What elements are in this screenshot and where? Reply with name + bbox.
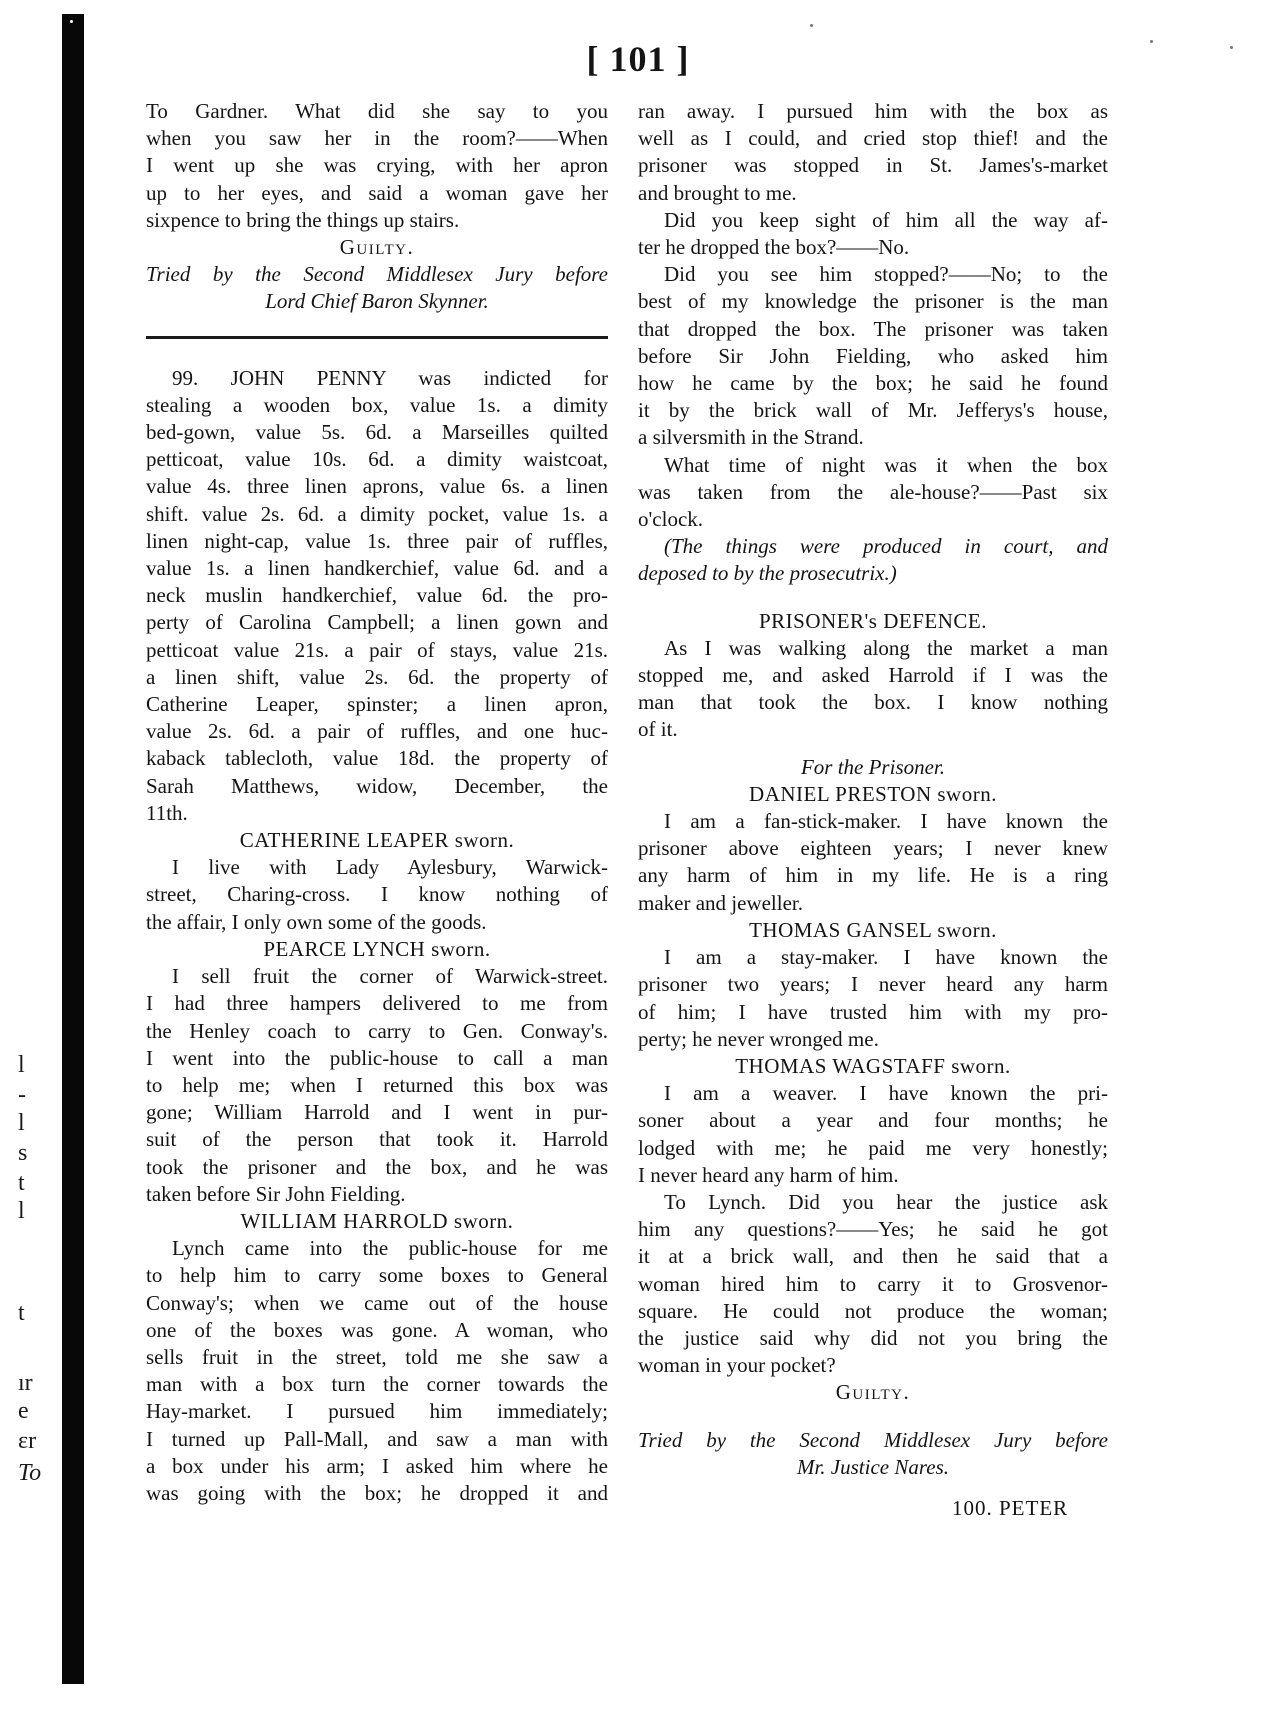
text-line: shift. value 2s. 6d. a dimity pocket, value 1s. a: [146, 501, 608, 526]
text-line: stealing a wooden box, value 1s. a dimity: [146, 392, 608, 417]
text-line: before Sir John Fielding, who asked him: [638, 343, 1108, 368]
text-line: value 4s. three linen aprons, value 6s. a linen: [146, 474, 608, 499]
text-line: bed-gown, value 5s. 6d. a Marseilles quilted: [146, 420, 608, 445]
text-line: it at a brick wall, and then he said that a: [638, 1244, 1108, 1269]
text-line: petticoat value 21s. a pair of stays, value 21s.: [146, 637, 608, 662]
text-line: him any questions?——Yes; he said he got: [638, 1217, 1108, 1242]
text-line: was taken from the ale-house?——Past six: [638, 479, 1108, 504]
text-line: lodged with me; he paid me very honestly;: [638, 1135, 1108, 1160]
text-line: deposed to by the prosecutrix.): [638, 561, 897, 586]
text-line: kaback tablecloth, value 18d. the property of: [146, 746, 608, 771]
text-line: it by the brick wall of Mr. Jefferys's house,: [638, 398, 1108, 423]
left-column: [146, 98, 608, 1507]
text-line: and brought to me.: [638, 180, 797, 205]
text-line: Hay-market. I pursued him immediately;: [146, 1399, 608, 1424]
text-line: I sell fruit the corner of Warwick-street.: [172, 964, 608, 989]
text-line: one of the boxes was gone. A woman, who: [146, 1317, 608, 1342]
text-line: man that took the box. I know nothing: [638, 690, 1108, 715]
text-line: To Lynch. Did you hear the justice ask: [664, 1189, 1108, 1214]
text-line: ter he dropped the box?——No.: [638, 235, 910, 260]
text-line: value 2s. 6d. a pair of ruffles, and one huc-: [146, 719, 608, 744]
text-line: maker and jeweller.: [638, 890, 804, 915]
margin-fragment: t: [18, 1300, 25, 1326]
margin-fragment: l: [18, 1052, 25, 1078]
text-line: I am a weaver. I have known the pri-: [664, 1081, 1108, 1106]
margin-fragment: To: [18, 1460, 42, 1486]
text-line: square. He could not produce the woman;: [638, 1298, 1108, 1323]
text-line: I had three hampers delivered to me from: [146, 991, 608, 1016]
spacer: [638, 1407, 1108, 1427]
text-line: neck muslin handkerchief, value 6d. the pro-: [146, 583, 608, 608]
text-line: I never heard any harm of him.: [638, 1162, 899, 1187]
text-line: gone; William Harrold and I went in pur-: [146, 1100, 608, 1125]
text-line: sixpence to bring the things up stairs.: [146, 207, 460, 232]
text-line: Guilty.: [339, 235, 415, 260]
text-line: I turned up Pall-Mall, and saw a man with: [146, 1426, 608, 1451]
text-line: man with a box turn the corner towards the: [146, 1372, 608, 1397]
text-line: prisoner was stopped in St. James's-market: [638, 153, 1108, 178]
text-line: best of my knowledge the prisoner is the man: [638, 289, 1108, 314]
text-line: to help him to carry some boxes to General: [146, 1263, 608, 1288]
text-line: prisoner two years; I never heard any harm: [638, 972, 1108, 997]
margin-fragment: ır: [18, 1370, 33, 1396]
page-number: [ 101 ]: [586, 39, 690, 79]
margin-fragment: ɛr: [18, 1428, 37, 1454]
text-line: took the prisoner and the box, and he was: [146, 1154, 608, 1179]
text-line: THOMAS GANSEL sworn.: [749, 917, 997, 942]
text-line: any harm of him in my life. He is a ring: [638, 863, 1108, 888]
text-line: taken before Sir John Fielding.: [146, 1181, 406, 1206]
catchword: 100. PETER: [952, 1496, 1069, 1520]
margin-fragment: s: [18, 1140, 28, 1166]
text-line: (The things were produced in court, and: [664, 534, 1108, 559]
text-line: a box under his arm; I asked him where he: [146, 1453, 608, 1478]
binding-shadow: [62, 14, 84, 1684]
text-line: WILLIAM HARROLD sworn.: [240, 1208, 514, 1233]
margin-fragment: l: [18, 1198, 25, 1224]
text-line: well as I could, and cried stop thief! and the: [638, 126, 1108, 151]
margin-fragment: -: [18, 1082, 26, 1108]
text-line: perty of Carolina Campbell; a linen gown and: [146, 610, 608, 635]
text-line: that dropped the box. The prisoner was taken: [638, 316, 1108, 341]
text-line: o'clock.: [638, 507, 704, 532]
text-line: Mr. Justice Nares.: [796, 1454, 950, 1479]
text-line: Sarah Matthews, widow, December, the: [146, 773, 608, 798]
text-line: to help me; when I returned this box was: [146, 1072, 608, 1097]
text-line: What time of night was it when the box: [664, 452, 1108, 477]
text-line: I went up she was crying, with her apron: [146, 153, 608, 178]
section-rule: [146, 336, 608, 339]
text-line: ran away. I pursued him with the box as: [638, 99, 1108, 123]
text-line: I went into the public-house to call a man: [146, 1045, 608, 1070]
margin-fragment: e: [18, 1398, 29, 1424]
text-line: linen night-cap, value 1s. three pair of ruffles,: [146, 528, 608, 553]
text-line: CATHERINE LEAPER sworn.: [239, 828, 515, 853]
text-line: woman hired him to carry it to Grosvenor-: [638, 1271, 1108, 1296]
text-line: For the Prisoner.: [800, 754, 946, 779]
margin-fragment: l: [18, 1110, 25, 1136]
text-line: Tried by the Second Middlesex Jury before: [638, 1427, 1108, 1452]
text-line: 11th.: [146, 800, 188, 825]
text-line: PEARCE LYNCH sworn.: [263, 936, 491, 961]
text-line: DANIEL PRESTON sworn.: [749, 781, 997, 806]
text-line: street, Charing-cross. I know nothing of: [146, 882, 608, 907]
text-line: up to her eyes, and said a woman gave her: [146, 180, 608, 205]
text-line: perty; he never wronged me.: [638, 1026, 879, 1051]
right-column: [638, 98, 1108, 1481]
text-line: As I was walking along the market a man: [664, 635, 1108, 660]
text-line: 99. JOHN PENNY was indicted for: [172, 365, 608, 390]
text-line: Did you keep sight of him all the way af-: [664, 207, 1108, 232]
text-line: petticoat, value 10s. 6d. a dimity waistcoat,: [146, 447, 608, 472]
text-line: Tried by the Second Middlesex Jury before: [146, 262, 608, 287]
text-line: I am a stay-maker. I have known the: [664, 945, 1108, 970]
text-line: Did you see him stopped?——No; to the: [664, 262, 1108, 287]
text-line: sells fruit in the street, told me she saw a: [146, 1344, 608, 1369]
text-line: soner about a year and four months; he: [638, 1108, 1108, 1133]
text-line: PRISONER's DEFENCE.: [759, 608, 987, 633]
text-line: THOMAS WAGSTAFF sworn.: [735, 1053, 1011, 1078]
margin-fragments: [18, 0, 48, 1715]
text-line: of it.: [638, 717, 678, 742]
text-line: value 1s. a linen handkerchief, value 6d. and a: [146, 556, 608, 581]
text-line: how he came by the box; he said he found: [638, 371, 1108, 396]
text-line: suit of the person that took it. Harrold: [146, 1127, 608, 1152]
text-line: woman in your pocket?: [638, 1353, 836, 1378]
text-line: the Henley coach to carry to Gen. Conway's.: [146, 1018, 608, 1043]
text-line: Guilty.: [835, 1380, 911, 1405]
text-line: was going with the box; he dropped it and: [146, 1480, 608, 1505]
spacer: [638, 588, 1108, 608]
text-line: I am a fan-stick-maker. I have known the: [664, 809, 1108, 834]
text-line: of him; I have trusted him with my pro-: [638, 999, 1108, 1024]
margin-fragment: t: [18, 1170, 25, 1196]
text-line: stopped me, and asked Harrold if I was the: [638, 663, 1108, 688]
text-line: a silversmith in the Strand.: [638, 425, 864, 450]
text-line: Conway's; when we came out of the house: [146, 1290, 608, 1315]
text-line: the affair, I only own some of the goods.: [146, 909, 487, 934]
text-line: Catherine Leaper, spinster; a linen apron,: [146, 692, 608, 717]
text-line: when you saw her in the room?——When: [146, 126, 608, 151]
text-line: I live with Lady Aylesbury, Warwick-: [172, 855, 608, 880]
spacer: [638, 744, 1108, 754]
text-line: the justice said why did not you bring the: [638, 1325, 1108, 1350]
text-line: a linen shift, value 2s. 6d. the property of: [146, 664, 608, 689]
text-line: prisoner above eighteen years; I never knew: [638, 836, 1108, 861]
text-line: To Gardner. What did she say to you: [146, 99, 608, 123]
text-line: Lynch came into the public-house for me: [172, 1236, 608, 1261]
text-line: Lord Chief Baron Skynner.: [265, 289, 489, 314]
